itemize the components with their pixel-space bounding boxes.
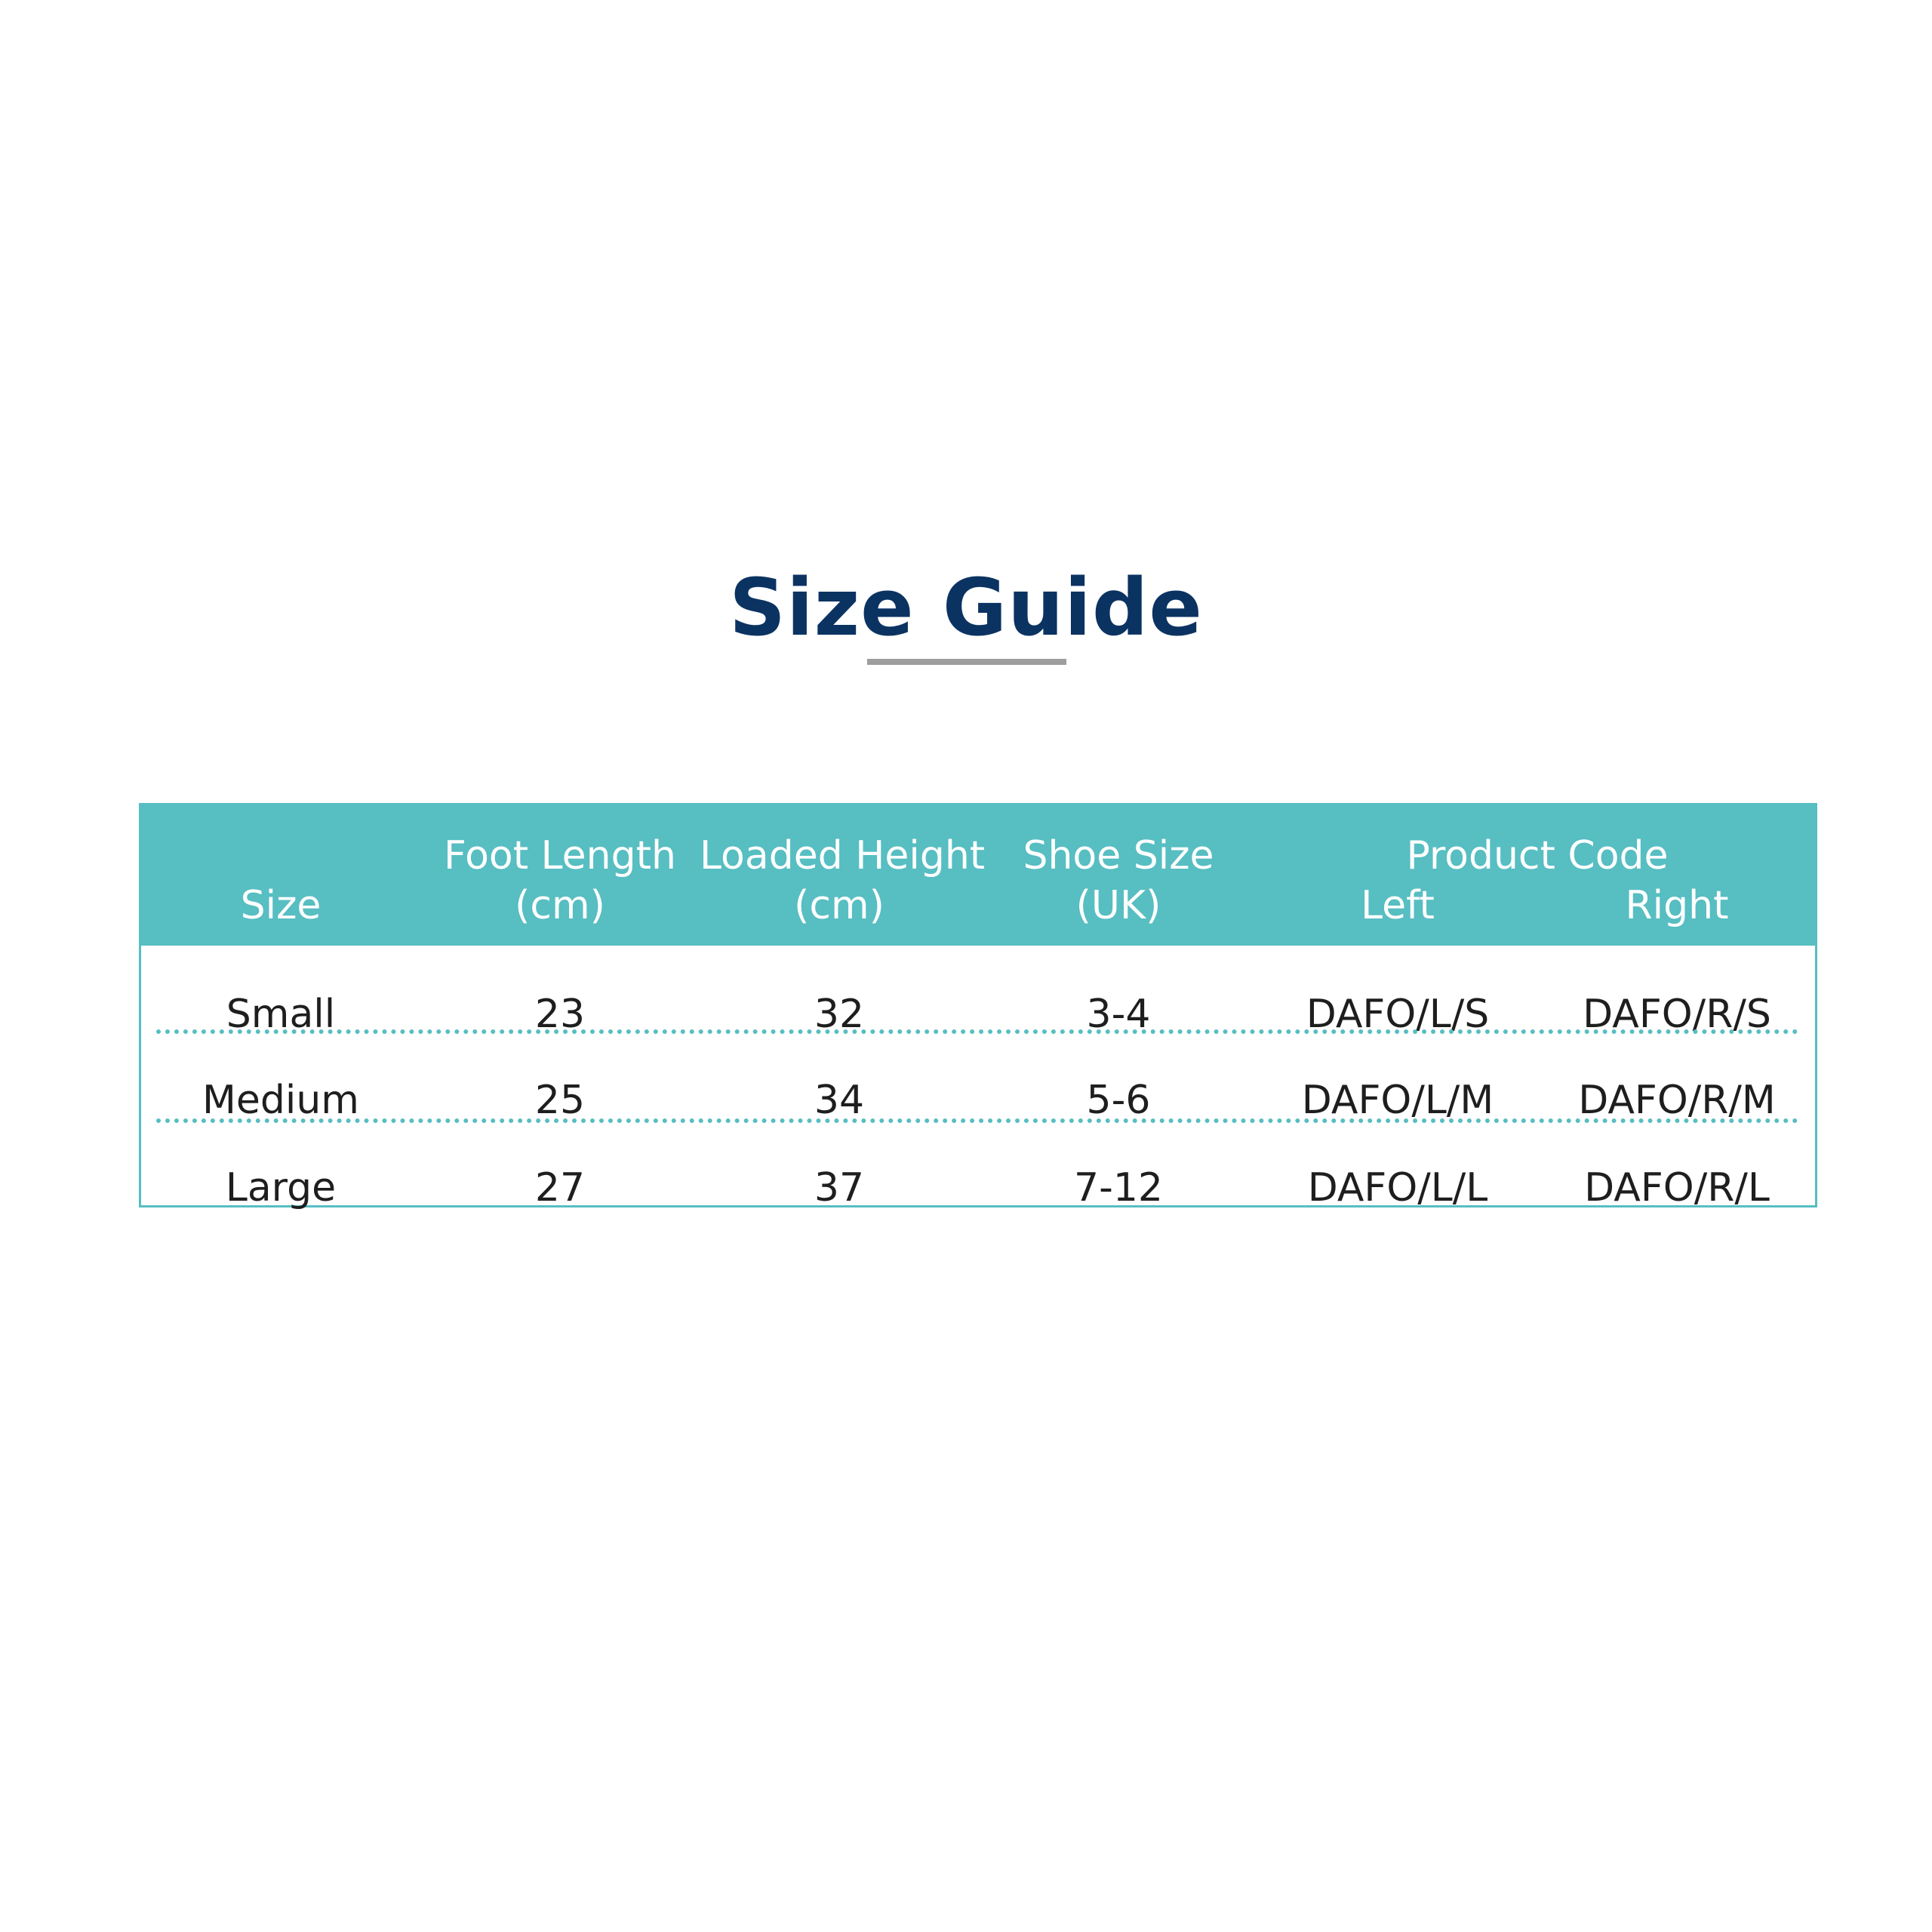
cell-code-left: DAFO/L/M: [1301, 1078, 1494, 1123]
header-right: Right: [1625, 883, 1729, 928]
cell-size: Large: [225, 1165, 337, 1211]
cell-code-right: DAFO/R/S: [1583, 992, 1771, 1037]
cell-size: Small: [226, 992, 336, 1037]
header-product-code: Product Code: [1406, 833, 1669, 878]
cell-foot-length: 23: [534, 992, 586, 1037]
header-shoe-size-line1: Shoe Size: [1023, 833, 1214, 878]
header-shoe-size-line2: (UK): [1075, 883, 1161, 928]
header-loaded-height-line2: (cm): [794, 883, 884, 928]
header-foot-length-line2: (cm): [515, 883, 605, 928]
header-foot-length: [420, 831, 700, 931]
header-left: Left: [1361, 883, 1435, 928]
cell-foot-length: 27: [534, 1165, 586, 1211]
size-guide-table: [139, 803, 1817, 1211]
cell-shoe-size: 3-4: [1086, 992, 1151, 1037]
cell-code-left: DAFO/L/S: [1306, 992, 1490, 1037]
title-underline: [867, 659, 1066, 665]
cell-size: Medium: [202, 1078, 359, 1123]
header-foot-length-line1: Foot Length: [444, 833, 676, 878]
cell-code-right: DAFO/R/M: [1578, 1078, 1776, 1123]
header-shoe-size: [979, 831, 1258, 931]
row-divider: [156, 1029, 1798, 1034]
cell-loaded-height: 32: [814, 992, 865, 1037]
cell-shoe-size: 7-12: [1073, 1165, 1163, 1211]
table-header: [141, 805, 1815, 946]
header-size: Size: [240, 883, 321, 928]
cell-loaded-height: 37: [814, 1165, 865, 1211]
row-divider: [156, 1118, 1798, 1123]
cell-code-right: DAFO/R/L: [1584, 1165, 1770, 1211]
cell-loaded-height: 34: [814, 1078, 865, 1123]
cell-code-left: DAFO/L/L: [1307, 1165, 1488, 1211]
cell-foot-length: 25: [534, 1078, 586, 1123]
header-loaded-height: [700, 831, 986, 931]
page-title: Size Guide: [729, 561, 1203, 654]
cell-shoe-size: 5-6: [1086, 1078, 1151, 1123]
header-loaded-height-line1: Loaded Height: [700, 833, 986, 878]
